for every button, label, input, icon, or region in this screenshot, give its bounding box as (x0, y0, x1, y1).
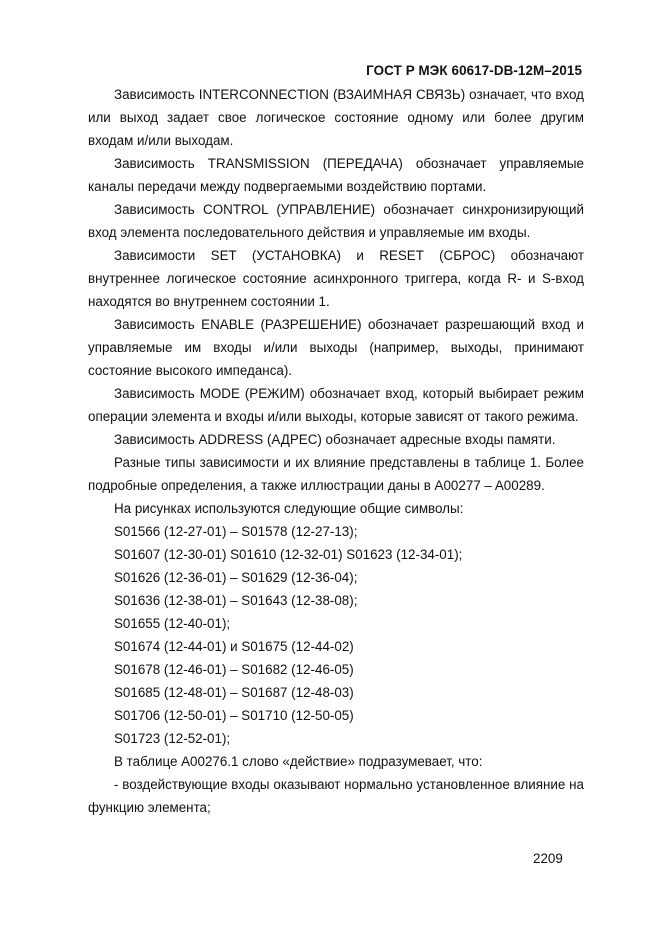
paragraph-list-item-first: - воздействующие входы оказывают нормально установленное влияние на функцию элемента; (88, 777, 584, 815)
paragraph-action-definition: В таблице A00276.1 слово «действие» подразумевает, что: (114, 754, 483, 769)
symbol-list-item: S01674 (12-44-01) и S01675 (12-44-02) (114, 639, 354, 654)
paragraph-control: Зависимость CONTROL (УПРАВЛЕНИЕ) обозначает синхронизирующий вход элемента последовательного действия и управляемые им входы. (88, 202, 584, 240)
paragraph-address: Зависимость ADDRESS (АДРЕС) обозначает адресные входы памяти. (114, 432, 556, 447)
paragraph-table-reference: Разные типы зависимости и их влияние представлены в таблице 1. Более подробные определения, а также иллюстрации даны в A00277 – A00289. (88, 455, 584, 493)
symbol-list-item: S01655 (12-40-01); (114, 616, 231, 631)
document-header: ГОСТ Р МЭК 60617-DB-12M–2015 (366, 63, 582, 78)
symbol-list-item: S01723 (12-52-01); (114, 731, 231, 746)
paragraph-mode: Зависимость MODE (РЕЖИМ) обозначает вход, который выбирает режим операции элемента и входы и/или выходы, которые зависят от такого режима. (88, 386, 584, 424)
paragraph-set-reset: Зависимости SET (УСТАНОВКА) и RESET (СБРОС) обозначают внутреннее логическое состояние асинхронного триггера, когда R- и S-вход находятся во внутреннем состоянии 1. (88, 248, 584, 309)
symbol-list-item: S01706 (12-50-01) – S01710 (12-50-05) (114, 708, 354, 723)
paragraph-enable: Зависимость ENABLE (РАЗРЕШЕНИЕ) обозначает разрешающий вход и управляемые им входы и/или выходы (например, выходы, принимают состояние высокого импеданса). (88, 317, 584, 378)
page-number: 2209 (533, 851, 563, 866)
symbol-list-item: S01626 (12-36-01) – S01629 (12-36-04); (114, 570, 358, 585)
symbol-list-item: S01678 (12-46-01) – S01682 (12-46-05) (114, 662, 354, 677)
symbol-list-item: S01566 (12-27-01) – S01578 (12-27-13); (114, 524, 358, 539)
symbol-list-item: S01607 (12-30-01) S01610 (12-32-01) S01623 (12-34-01); (114, 547, 463, 562)
page-body (88, 83, 584, 819)
symbol-list-item: S01685 (12-48-01) – S01687 (12-48-03) (114, 685, 354, 700)
paragraph-symbols-intro: На рисунках используются следующие общие символы: (114, 501, 464, 516)
paragraph-transmission: Зависимость TRANSMISSION (ПЕРЕДАЧА) обозначает управляемые каналы передачи между подвергаемыми воздействию портами. (88, 156, 584, 194)
symbol-list-item: S01636 (12-38-01) – S01643 (12-38-08); (114, 593, 358, 608)
paragraph-interconnection: Зависимость INTERCONNECTION (ВЗАИМНАЯ СВЯЗЬ) означает, что вход или выход задает свое логическое состояние одному или более другим входам и/или выходам. (88, 87, 584, 148)
